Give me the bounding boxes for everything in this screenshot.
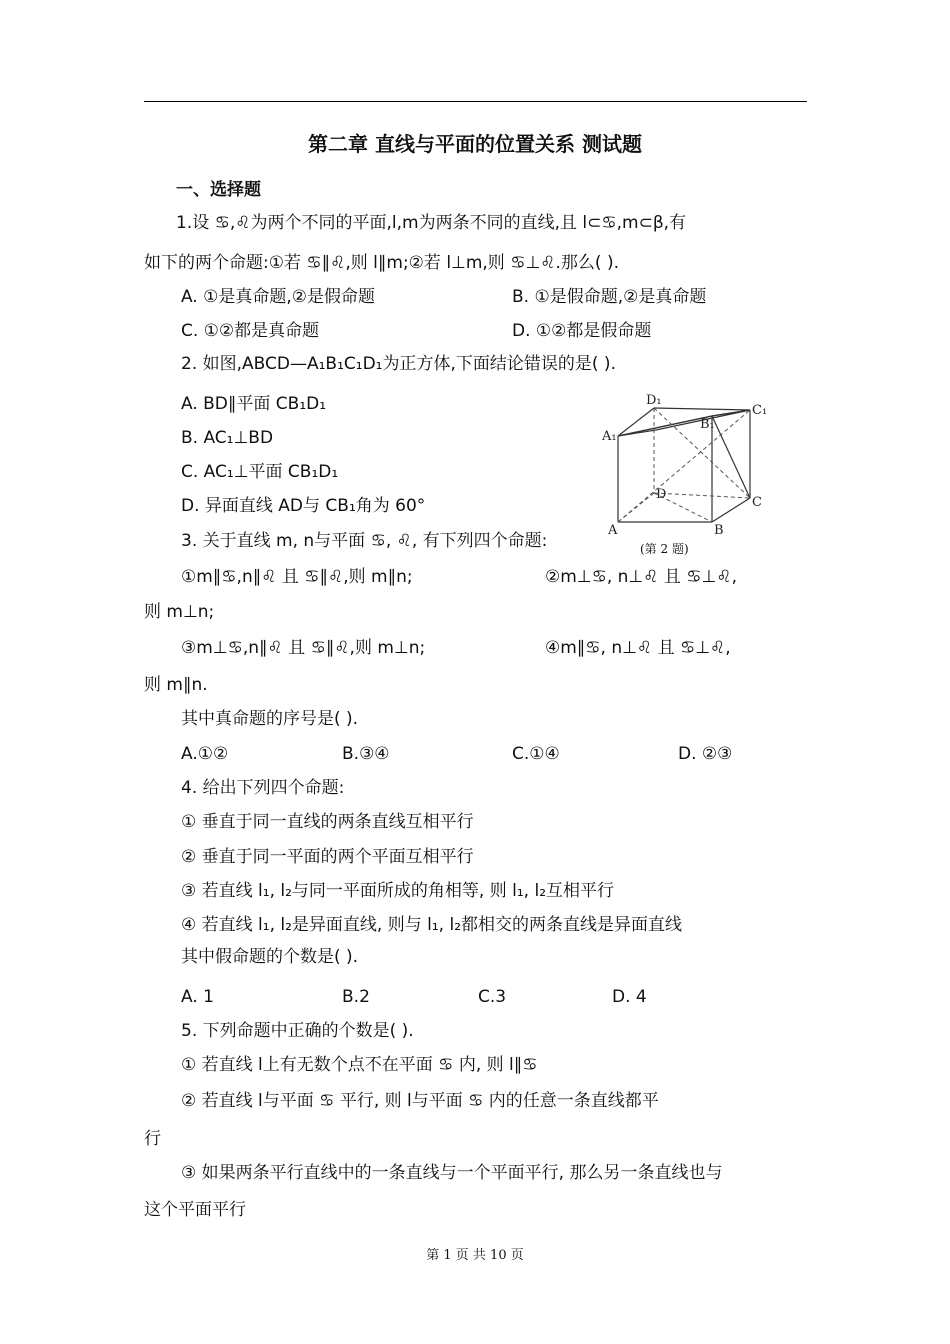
label-b1: B₁ — [700, 417, 715, 432]
q4-statement-2: ② 垂直于同一平面的两个平面互相平行 — [181, 847, 474, 867]
q1-stem-line1: 1.设 ♋,♌为两个不同的平面,l,m为两条不同的直线,且 l⊂♋,m⊂β,有 — [176, 213, 687, 233]
label-a: A — [608, 523, 618, 538]
q2-option-a: A. BD∥平面 CB₁D₁ — [181, 394, 327, 414]
q1-stem-line2: 如下的两个命题:①若 ♋∥♌,则 l∥m;②若 l⊥m,则 ♋⊥♌.那么( ). — [144, 253, 619, 273]
q3-option-d: D. ②③ — [678, 744, 733, 764]
q5-statement-2-cont: 行 — [144, 1129, 161, 1149]
q2-option-d: D. 异面直线 AD与 CB₁角为 60° — [181, 496, 426, 516]
q3-ask: 其中真命题的序号是( ). — [181, 709, 359, 729]
q3-claim-4-cont: 则 m∥n. — [144, 675, 208, 695]
q4-statement-4: ④ 若直线 l₁, l₂是异面直线, 则与 l₁, l₂都相交的两条直线是异面直线 — [181, 915, 683, 935]
q4-option-c: C.3 — [478, 987, 507, 1007]
cube-figure — [596, 388, 776, 553]
q3-stem: 3. 关于直线 m, n与平面 ♋, ♌, 有下列四个命题: — [181, 531, 548, 551]
q1-option-c: C. ①②都是真命题 — [181, 321, 320, 341]
q4-stem: 4. 给出下列四个命题: — [181, 778, 345, 798]
q4-statement-1: ① 垂直于同一直线的两条直线互相平行 — [181, 812, 474, 832]
q1-option-a: A. ①是真命题,②是假命题 — [181, 287, 376, 307]
page-title: 第二章 直线与平面的位置关系 测试题 — [308, 132, 642, 156]
q4-option-b: B.2 — [342, 987, 370, 1007]
q3-claim-2: ②m⊥♋, n⊥♌ 且 ♋⊥♌, — [545, 567, 737, 587]
figure-caption: (第 2 题) — [640, 542, 689, 556]
q2-option-b: B. AC₁⊥BD — [181, 428, 274, 448]
q3-option-c: C.①④ — [512, 744, 560, 764]
q5-statement-3-cont: 这个平面平行 — [144, 1200, 246, 1220]
label-b: B — [714, 523, 724, 538]
q4-option-a: A. 1 — [181, 987, 214, 1007]
q1-option-b: B. ①是假命题,②是真命题 — [512, 287, 707, 307]
q5-statement-1: ① 若直线 l上有无数个点不在平面 ♋ 内, 则 l∥♋ — [181, 1055, 538, 1075]
label-d1: D₁ — [646, 393, 662, 408]
q3-claim-4: ④m∥♋, n⊥♌ 且 ♋⊥♌, — [545, 638, 731, 658]
q3-claim-2-cont: 则 m⊥n; — [144, 602, 215, 622]
label-c: C — [752, 495, 762, 510]
q3-option-a: A.①② — [181, 744, 229, 764]
q3-claim-3: ③m⊥♋,n∥♌ 且 ♋∥♌,则 m⊥n; — [181, 638, 426, 658]
header-rule — [144, 101, 807, 102]
q5-statement-2: ② 若直线 l与平面 ♋ 平行, 则 l与平面 ♋ 内的任意一条直线都平 — [181, 1091, 659, 1111]
q2-option-c: C. AC₁⊥平面 CB₁D₁ — [181, 462, 339, 482]
q5-statement-3: ③ 如果两条平行直线中的一条直线与一个平面平行, 那么另一条直线也与 — [181, 1163, 723, 1183]
q3-option-b: B.③④ — [342, 744, 390, 764]
page-footer: 第 1 页 共 10 页 — [426, 1248, 524, 1263]
q2-stem: 2. 如图,ABCD—A₁B₁C₁D₁为正方体,下面结论错误的是( ). — [181, 354, 616, 374]
label-c1: C₁ — [752, 403, 768, 418]
label-d: D — [656, 487, 667, 502]
section-heading: 一、选择题 — [176, 180, 261, 200]
q4-ask: 其中假命题的个数是( ). — [181, 947, 359, 967]
label-a1: A₁ — [602, 429, 617, 444]
q5-stem: 5. 下列命题中正确的个数是( ). — [181, 1021, 414, 1041]
q4-option-d: D. 4 — [612, 987, 647, 1007]
q4-statement-3: ③ 若直线 l₁, l₂与同一平面所成的角相等, 则 l₁, l₂互相平行 — [181, 881, 615, 901]
q1-option-d: D. ①②都是假命题 — [512, 321, 652, 341]
q3-claim-1: ①m∥♋,n∥♌ 且 ♋∥♌,则 m∥n; — [181, 567, 413, 587]
